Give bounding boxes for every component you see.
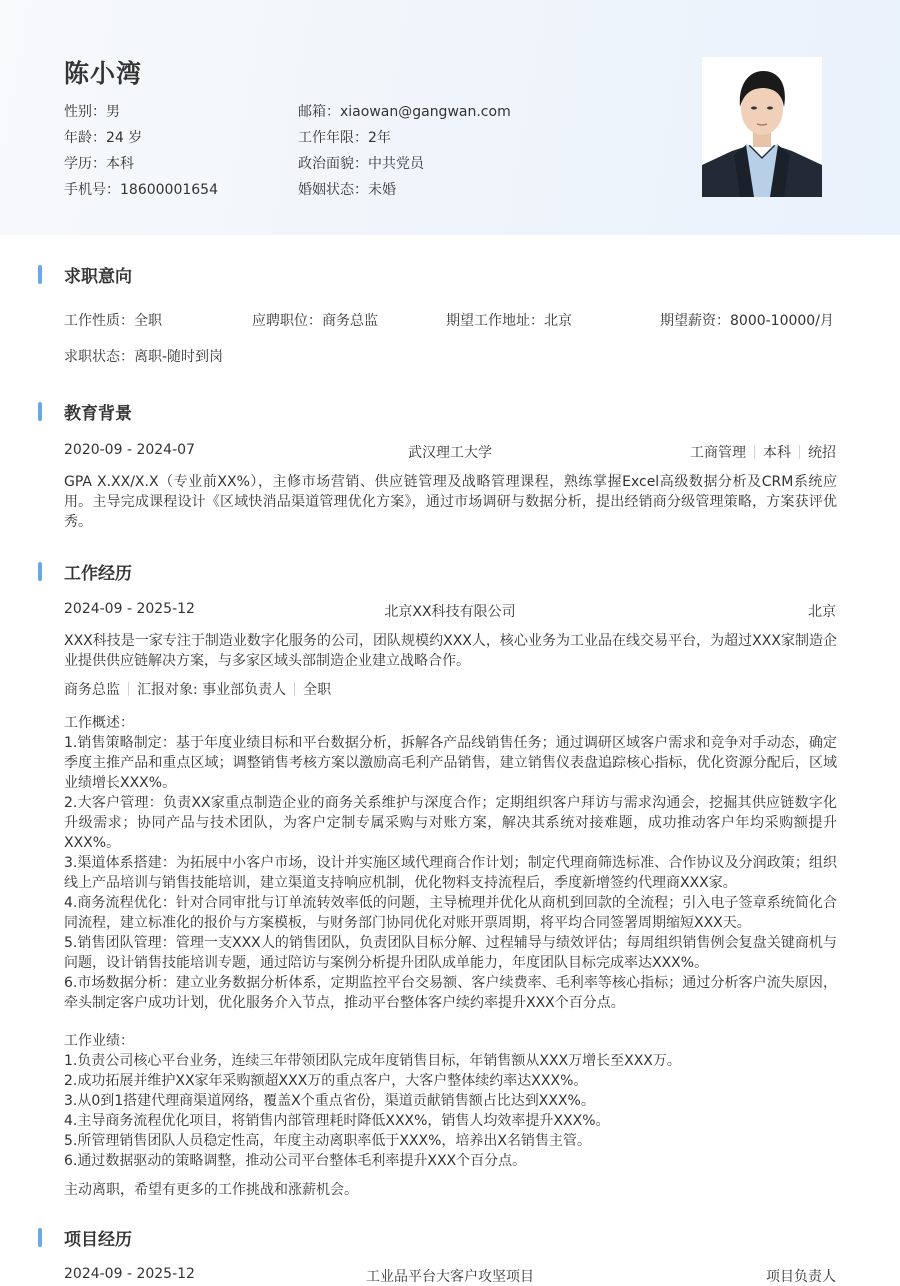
intent-position-value: 商务总监 [322, 313, 378, 329]
section-work-title: 工作经历 [64, 563, 132, 584]
work-achievement-item: 2.成功拓展并维护XX家年采购额超XXX万的重点客户，大客户整体续约率达XXX%。 [64, 1073, 588, 1089]
work-achievement-item: 5.所管理销售团队人员稳定性高，年度主动离职率低于XXX%，培养出X名销售主管。 [64, 1133, 592, 1149]
divider [799, 445, 800, 459]
political-status-value: 中共党员 [368, 156, 424, 172]
email-field [298, 101, 511, 121]
work-tags [64, 679, 331, 699]
work-overview-title: 工作概述： [64, 715, 134, 731]
work-achievement-item: 6.通过数据驱动的策略调整，推动公司平台整体毛利率提升XXX个百分点。 [64, 1153, 527, 1169]
intent-job-type-label: 工作性质： [64, 313, 134, 329]
work-city: 北京 [808, 604, 836, 620]
intent-position [252, 310, 378, 330]
intent-status-value: 离职-随时到岗 [134, 349, 224, 365]
work-report-to-tag: 汇报对象: 事业部负责人 [137, 682, 287, 698]
education-description: GPA X.XX/X.X（专业前XX%），主修市场营销、供应链管理及战略管理课程，熟练掌握Excel高级数据分析及CRM系统应用。主导完成课程设计《区域快消品渠道管理优化方案》，通过市场调研与数据分析，提出经销商分级管理策略，方案获评优秀。 [64, 474, 837, 530]
gender-value: 男 [106, 104, 120, 120]
work-years-label: 工作年限： [298, 130, 368, 146]
work-achievements [64, 1031, 837, 1171]
section-education-title: 教育背景 [64, 403, 132, 424]
work-company: 北京XX科技有限公司 [384, 604, 516, 620]
phone-value: 18600001654 [120, 182, 218, 198]
work-overview-item: 5.销售团队管理：管理一支XXX人的销售团队，负责团队目标分解、过程辅导与绩效评估；每周组织销售例会复盘关键商机与问题，设计销售技能培训专题，通过陪访与案例分析提升团队成单能力，年度团队目标完成率达XXX%。 [64, 935, 837, 971]
work-overview [64, 713, 837, 1013]
education-school: 武汉理工大学 [408, 445, 492, 461]
age-value: 24 岁 [106, 130, 143, 146]
section-accent-bar [38, 562, 42, 581]
email-label: 邮箱： [298, 104, 340, 120]
work-company-description: XXX科技是一家专注于制造业数字化服务的公司，团队规模约XXX人，核心业务为工业品在线交易平台，为超过XXX家制造企业提供供应链解决方案，与多家区域头部制造企业建立战略合作。 [64, 633, 837, 669]
marital-status-value: 未婚 [368, 182, 396, 198]
age-label: 年龄： [64, 130, 106, 146]
education-tags [600, 442, 836, 462]
education-level-label: 学历： [64, 156, 106, 172]
political-status-label: 政治面貌： [298, 156, 368, 172]
intent-location [446, 310, 572, 330]
education-major: 工商管理 [690, 445, 746, 461]
intent-status-label: 求职状态： [64, 349, 134, 365]
marital-status-field [298, 179, 396, 199]
section-intent-header [38, 264, 132, 287]
divider [294, 682, 295, 696]
education-level-value: 本科 [106, 156, 134, 172]
intent-salary-label: 期望薪资： [660, 313, 730, 329]
candidate-name: 陈小湾 [64, 59, 143, 88]
work-leave-reason: 主动离职，希望有更多的工作挑战和涨薪机会。 [64, 1182, 358, 1198]
divider [128, 682, 129, 696]
work-overview-item: 6.市场数据分析：建立业务数据分析体系，定期监控平台交易额、客户续费率、毛利率等核心指标；通过分析客户流失原因，牵头制定客户成功计划，优化服务介入节点，推动平台整体客户续约率提升XXX个百分点。 [64, 975, 837, 1011]
work-title-tag: 商务总监 [64, 682, 120, 698]
section-intent-title: 求职意向 [64, 266, 132, 287]
work-achievement-item: 1.负责公司核心平台业务，连续三年带领团队完成年度销售目标，年销售额从XXX万增长至XXX万。 [64, 1053, 681, 1069]
intent-salary-value: 8000-10000/月 [730, 313, 834, 329]
work-achievements-title: 工作业绩： [64, 1033, 134, 1049]
political-status-field [298, 153, 424, 173]
age-field [64, 127, 142, 147]
section-accent-bar [38, 265, 42, 284]
intent-job-type-value: 全职 [134, 313, 162, 329]
intent-position-label: 应聘职位： [252, 313, 322, 329]
work-overview-item: 3.渠道体系搭建：为拓展中小客户市场，设计并实施区域代理商合作计划；制定代理商筛选标准、合作协议及分润政策；组织线上产品培训与销售技能培训，建立渠道支持响应机制，优化物料支持流程后，季度新增签约代理商XXX家。 [64, 855, 837, 891]
work-achievement-item: 4.主导商务流程优化项目，将销售内部管理耗时降低XXX%，销售人均效率提升XXX%。 [64, 1113, 610, 1129]
section-accent-bar [38, 1228, 42, 1247]
intent-location-value: 北京 [544, 313, 572, 329]
marital-status-label: 婚姻状态： [298, 182, 368, 198]
work-years-value: 2年 [368, 130, 391, 146]
section-projects-header [38, 1227, 132, 1250]
profile-header [0, 0, 900, 235]
divider [754, 445, 755, 459]
intent-status [64, 346, 223, 366]
education-degree: 本科 [763, 445, 791, 461]
intent-salary [660, 310, 834, 330]
phone-field [64, 179, 218, 199]
work-overview-item: 4.商务流程优化：针对合同审批与订单流转效率低的问题，主导梳理并优化从商机到回款的全流程；引入电子签章系统简化合同流程，建立标准化的报价与方案模板，与财务部门协同优化对账开票周期，将平均合同签署周期缩短XXX天。 [64, 895, 837, 931]
project-name: 工业品平台大客户攻坚项目 [366, 1269, 534, 1285]
gender-field [64, 101, 120, 121]
section-work-header [38, 561, 132, 584]
section-education-header [38, 401, 132, 424]
work-achievement-item: 3.从0到1搭建代理商渠道网络，覆盖X个重点省份，渠道贡献销售额占比达到XXX%。 [64, 1093, 595, 1109]
education-enrollment: 统招 [808, 445, 836, 461]
gender-label: 性别： [64, 104, 106, 120]
intent-job-type [64, 310, 162, 330]
work-overview-item: 2.大客户管理：负责XX家重点制造企业的商务关系维护与深度合作；定期组织客户拜访与需求沟通会，挖掘其供应链数字化升级需求；协同产品与技术团队，为客户定制专属采购与对账方案，解决其系统对接难题，成功推动客户年均采购额提升XXX%。 [64, 795, 837, 851]
intent-location-label: 期望工作地址： [446, 313, 544, 329]
education-period: 2020-09 - 2024-07 [64, 442, 195, 458]
phone-label: 手机号： [64, 182, 120, 198]
work-years-field [298, 127, 391, 147]
work-period: 2024-09 - 2025-12 [64, 601, 195, 617]
project-period: 2024-09 - 2025-12 [64, 1266, 195, 1282]
project-role: 项目负责人 [766, 1269, 836, 1285]
section-projects-title: 项目经历 [64, 1229, 132, 1250]
section-accent-bar [38, 402, 42, 421]
work-type-tag: 全职 [303, 682, 332, 698]
portrait-icon [702, 57, 822, 197]
work-overview-item: 1.销售策略制定：基于年度业绩目标和平台数据分析，拆解各产品线销售任务；通过调研区域客户需求和竞争对手动态，确定季度主推产品和重点区域；调整销售考核方案以激励高毛利产品销售，建立销售仪表盘追踪核心指标，优化资源分配后，区域业绩增长XXX%。 [64, 735, 837, 791]
education-level-field [64, 153, 134, 173]
email-value: xiaowan@gangwan.com [340, 104, 511, 120]
profile-photo [702, 57, 822, 197]
